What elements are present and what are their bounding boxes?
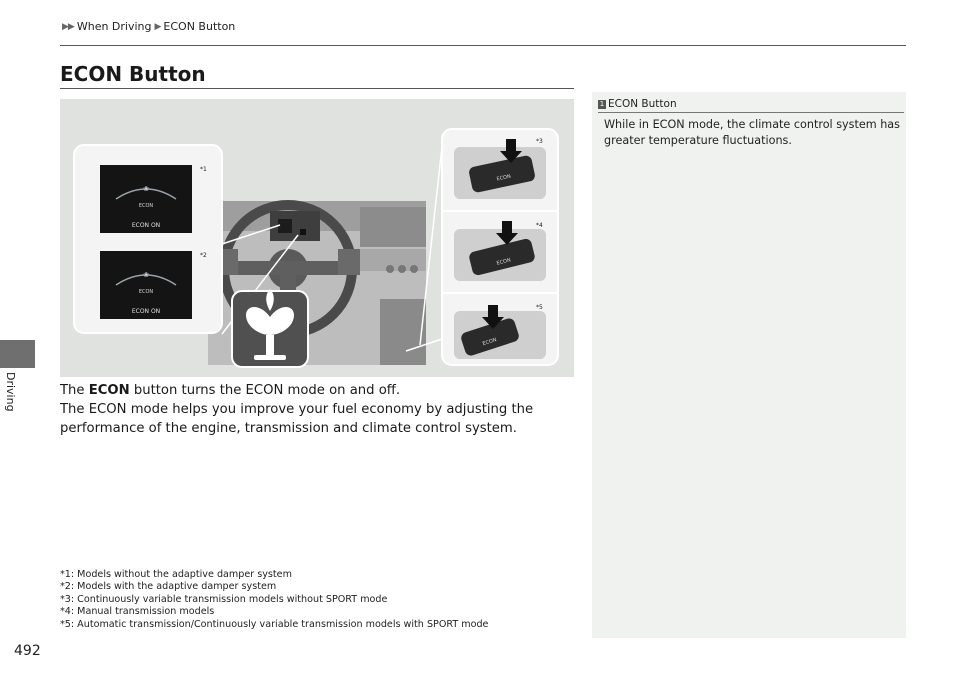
page-title: ECON Button xyxy=(60,62,206,86)
body-line-2: The ECON mode helps you improve your fuel economy by adjusting the xyxy=(60,402,534,417)
svg-text:❀: ❀ xyxy=(143,185,149,193)
badge-4: *4 xyxy=(536,222,543,229)
page-number: 492 xyxy=(14,643,41,659)
title-divider xyxy=(60,88,574,89)
screen-1-mode-label: ECON xyxy=(138,203,154,209)
breadcrumb-arrow-icon: ▶▶ xyxy=(62,21,74,32)
chapter-label xyxy=(3,372,25,422)
chapter-label-text: Driving xyxy=(4,372,17,412)
badge-5: *5 xyxy=(536,304,543,311)
econ-button-variant-4 xyxy=(454,221,546,281)
econ-button-label-5: ECON xyxy=(481,336,498,348)
body-line-1-suffix: button turns the ECON mode on and off. xyxy=(129,383,401,398)
badge-3: *3 xyxy=(536,138,543,145)
econ-button-variant-3 xyxy=(454,139,546,199)
econ-button-label-4: ECON xyxy=(496,257,512,267)
body-line-1-prefix: The xyxy=(60,383,89,398)
note-marker-icon: 1 xyxy=(599,99,605,108)
meter-screen-2 xyxy=(100,251,192,319)
footnotes xyxy=(60,569,488,631)
breadcrumb xyxy=(62,20,235,33)
svg-text:❀: ❀ xyxy=(143,271,149,279)
screen-2-status-label: ECON ON xyxy=(131,308,161,315)
note-panel xyxy=(592,92,906,638)
right-callout-panel xyxy=(442,129,558,365)
footnote: *5: Automatic transmission/Continuously variable transmission models with SPORT mode xyxy=(60,618,489,630)
header-divider xyxy=(60,45,906,46)
note-heading xyxy=(598,98,677,110)
screen-1-status-label: ECON ON xyxy=(131,222,161,229)
badge-1: *1 xyxy=(200,166,207,173)
note-heading-text: ECON Button xyxy=(608,98,677,110)
econ-button-variant-5 xyxy=(454,305,546,359)
body-line-1 xyxy=(60,381,574,400)
econ-term: ECON xyxy=(88,383,130,398)
footnote: *4: Manual transmission models xyxy=(60,606,215,618)
footnote: *1: Models without the adaptive damper system xyxy=(60,569,292,580)
body-line-3: performance of the engine, transmission and climate control system. xyxy=(60,421,517,436)
note-text: While in ECON mode, the climate control system has greater temperature fluctuations. xyxy=(604,118,900,147)
breadcrumb-arrow-icon: ▶ xyxy=(154,21,161,32)
footnote: *2: Models with the adaptive damper system xyxy=(60,581,277,593)
meter-screen-1 xyxy=(100,165,192,233)
econ-button-illustration xyxy=(60,99,574,377)
note-divider xyxy=(598,112,904,113)
chapter-tab xyxy=(0,340,35,368)
badge-2: *2 xyxy=(200,252,207,259)
econ-button-label-3: ECON xyxy=(496,173,512,183)
footnote: *3: Continuously variable transmission models without SPORT mode xyxy=(60,593,388,605)
body-text xyxy=(60,381,574,438)
left-callout-panel xyxy=(74,145,222,333)
econ-symbol-icon xyxy=(232,289,308,367)
breadcrumb-item-when-driving[interactable]: When Driving xyxy=(76,20,152,33)
screen-2-mode-label: ECON xyxy=(138,289,154,295)
breadcrumb-item-econ-button[interactable]: ECON Button xyxy=(163,20,236,33)
